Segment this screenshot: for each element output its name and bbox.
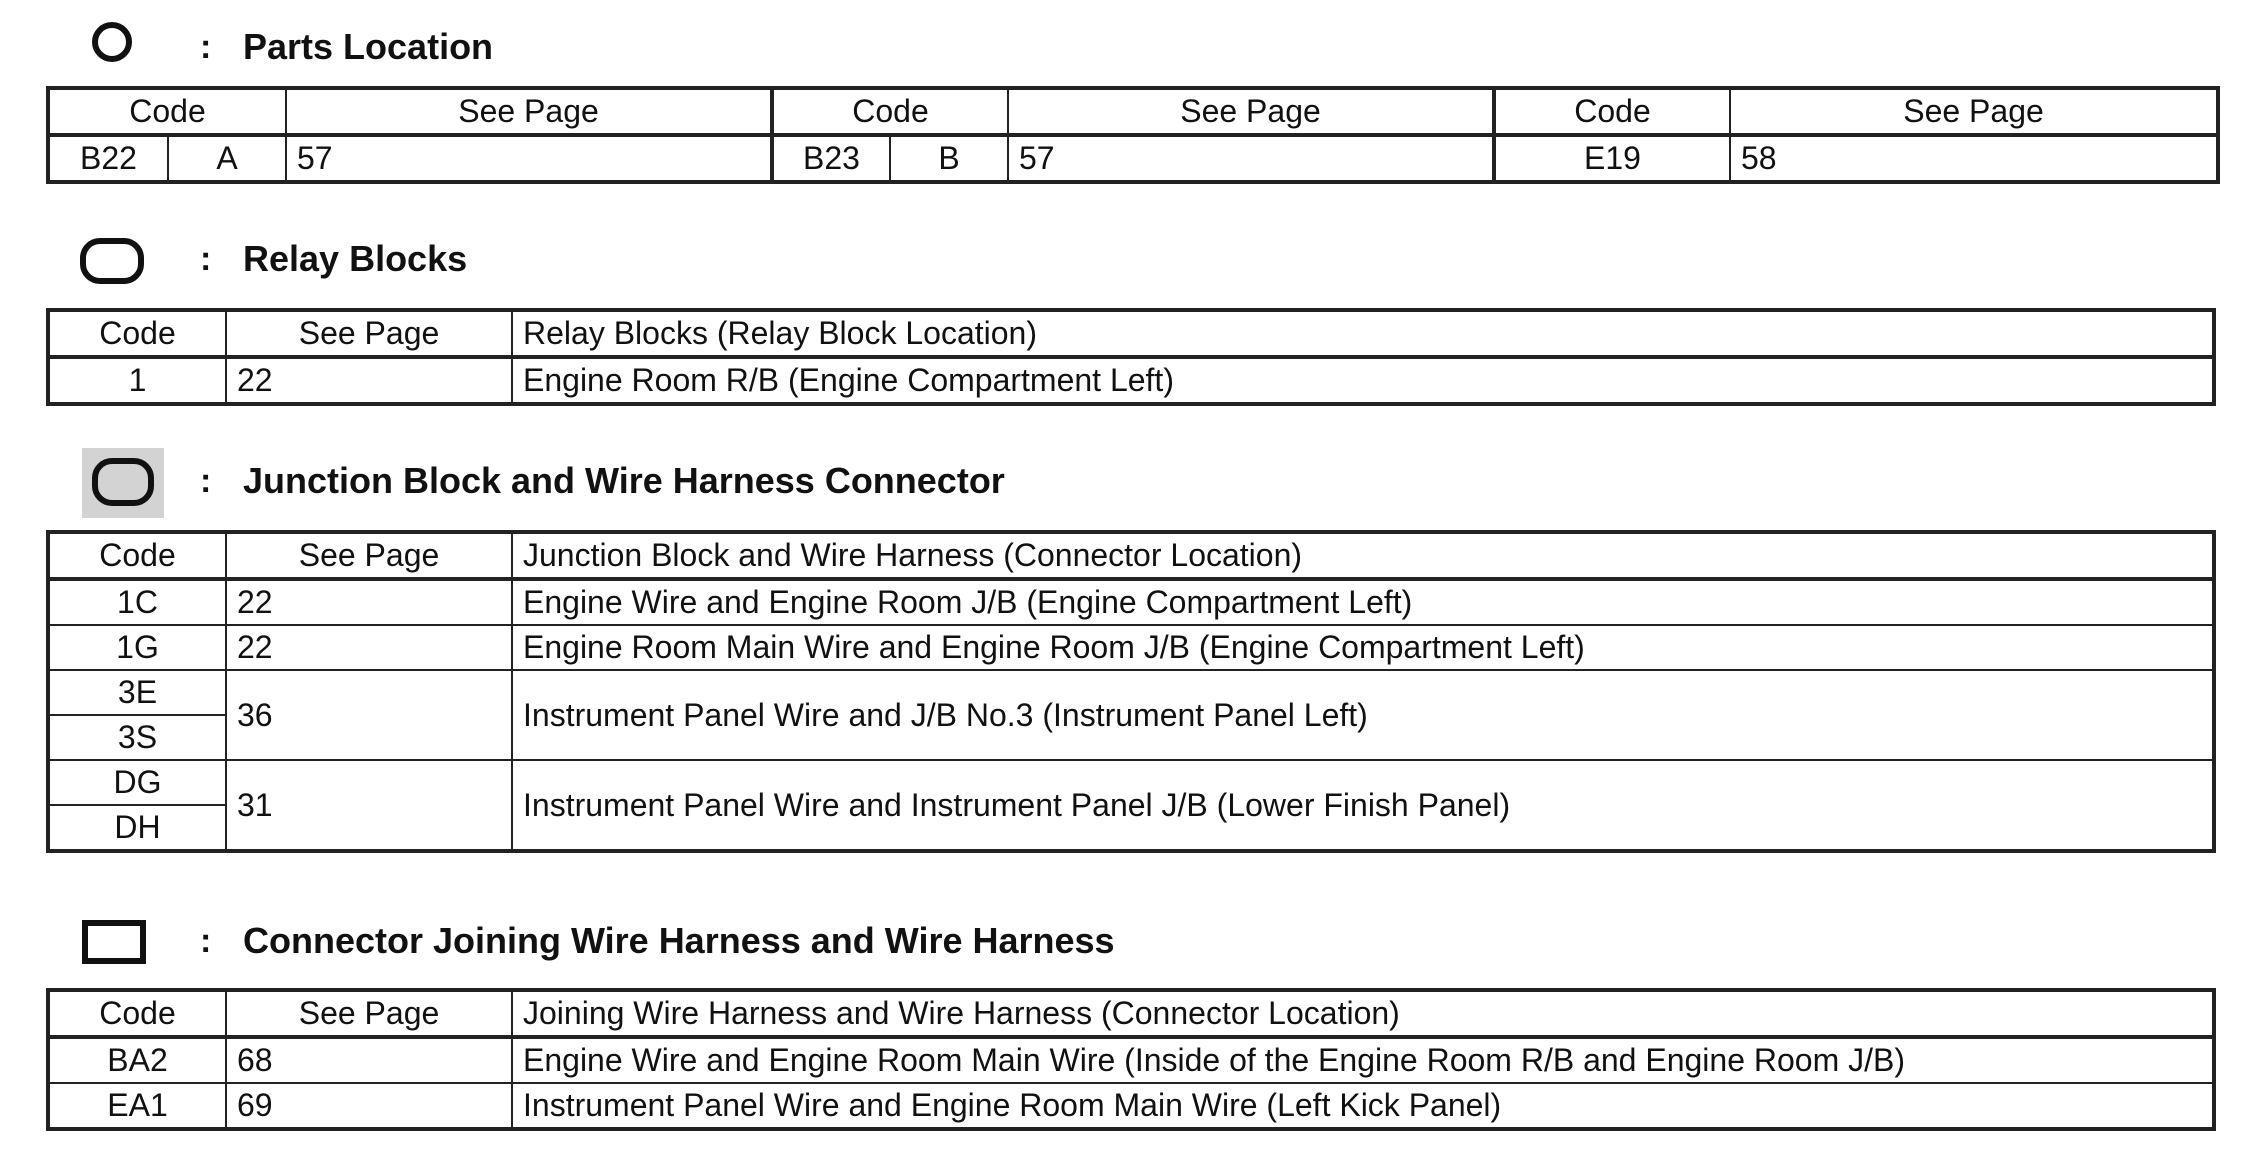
description-cell: Engine Room R/B (Engine Compartment Left) (512, 357, 2214, 404)
header-description: Joining Wire Harness and Wire Harness (Connector Location) (512, 990, 2214, 1037)
table-header-row (48, 88, 2218, 135)
table-row (48, 579, 2214, 625)
sub-code-cell: B (890, 135, 1008, 182)
table-row (48, 1083, 2214, 1129)
table-header-row (48, 532, 2214, 579)
page-cell: 58 (1730, 135, 2218, 182)
header-code: Code (1494, 88, 1730, 135)
page-cell: 22 (226, 357, 512, 404)
header-see-page: See Page (226, 310, 512, 357)
code-cell: B23 (772, 135, 890, 182)
header-code: Code (48, 88, 286, 135)
table-header-row (48, 310, 2214, 357)
code-cell: EA1 (48, 1083, 226, 1129)
code-cell: 1 (48, 357, 226, 404)
description-cell: Instrument Panel Wire and Instrument Panel J/B (Lower Finish Panel) (512, 760, 2214, 851)
table-row (48, 1037, 2214, 1083)
code-cell: DH (48, 805, 226, 851)
colon: : (200, 240, 212, 278)
code-cell: 3S (48, 715, 226, 760)
page-cell: 31 (226, 760, 512, 851)
code-cell: 3E (48, 670, 226, 715)
table-row (48, 357, 2214, 404)
page-cell: 57 (1008, 135, 1494, 182)
section-title-relay-blocks: Relay Blocks (243, 238, 468, 279)
junction-block-table (46, 530, 2216, 853)
header-see-page: See Page (226, 990, 512, 1037)
page-cell: 68 (226, 1037, 512, 1083)
header-see-page: See Page (286, 88, 772, 135)
header-see-page: See Page (1730, 88, 2218, 135)
header-description: Relay Blocks (Relay Block Location) (512, 310, 2214, 357)
code-cell: B22 (48, 135, 168, 182)
page-cell: 69 (226, 1083, 512, 1129)
table-row (48, 760, 2214, 805)
relay-blocks-table (46, 308, 2216, 406)
page-cell: 22 (226, 579, 512, 625)
description-cell: Instrument Panel Wire and Engine Room Main Wire (Left Kick Panel) (512, 1083, 2214, 1129)
code-cell: 1C (48, 579, 226, 625)
code-cell: E19 (1494, 135, 1730, 182)
colon: : (200, 922, 212, 960)
page-cell: 57 (286, 135, 772, 182)
section-title-parts-location: Parts Location (243, 26, 494, 67)
sub-code-cell: A (168, 135, 286, 182)
table-row (48, 670, 2214, 715)
page-cell: 36 (226, 670, 512, 760)
table-row (48, 625, 2214, 670)
code-cell: DG (48, 760, 226, 805)
header-code: Code (48, 310, 226, 357)
circle-icon (92, 22, 132, 62)
header-see-page: See Page (226, 532, 512, 579)
header-description: Junction Block and Wire Harness (Connector Location) (512, 532, 2214, 579)
code-cell: 1G (48, 625, 226, 670)
section-title-junction-block: Junction Block and Wire Harness Connector (243, 460, 1005, 501)
description-cell: Engine Wire and Engine Room J/B (Engine Compartment Left) (512, 579, 2214, 625)
code-cell: BA2 (48, 1037, 226, 1083)
table-header-row (48, 990, 2214, 1037)
rounded-rectangle-icon (80, 238, 144, 284)
section-title-connector-joining: Connector Joining Wire Harness and Wire Harness (243, 920, 1115, 961)
connector-joining-table (46, 988, 2216, 1131)
header-code: Code (48, 990, 226, 1037)
page-cell: 22 (226, 625, 512, 670)
header-code: Code (48, 532, 226, 579)
header-see-page: See Page (1008, 88, 1494, 135)
colon: : (200, 28, 212, 66)
description-cell: Instrument Panel Wire and J/B No.3 (Instrument Panel Left) (512, 670, 2214, 760)
description-cell: Engine Room Main Wire and Engine Room J/B (Engine Compartment Left) (512, 625, 2214, 670)
description-cell: Engine Wire and Engine Room Main Wire (Inside of the Engine Room R/B and Engine Room J/B) (512, 1037, 2214, 1083)
table-row (48, 135, 2218, 182)
rectangle-icon (82, 920, 146, 964)
header-code: Code (772, 88, 1008, 135)
shaded-rounded-rectangle-icon (92, 458, 154, 506)
colon: : (200, 462, 212, 500)
parts-location-table (46, 86, 2220, 184)
